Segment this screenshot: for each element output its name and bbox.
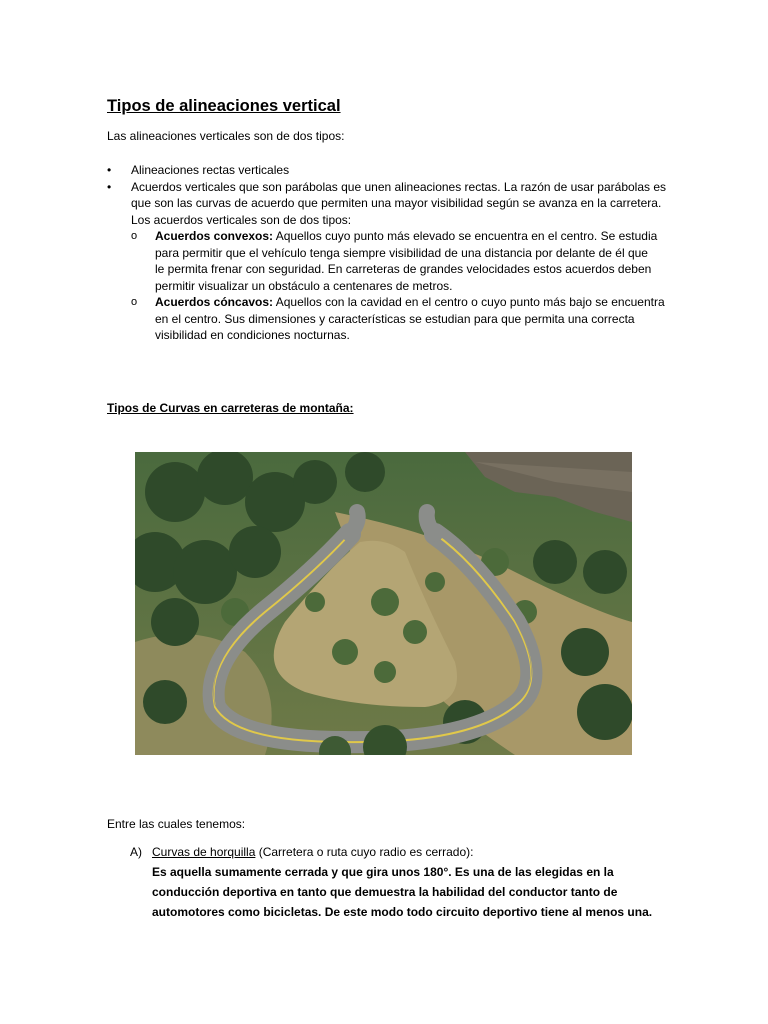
item-paren: (Carretera o ruta cuyo radio es cerrado): — [255, 845, 474, 859]
intro-paragraph: Las alineaciones verticales son de dos tipos: — [107, 129, 345, 143]
bullet-text: Alineaciones rectas verticales — [131, 163, 290, 177]
sub-item-first-line — [155, 228, 667, 245]
sub-item-convexos — [131, 228, 667, 294]
bullet-line: que son las curvas de acuerdo que permiten una mayor visibilidad según se avanza en la carretera. — [131, 196, 662, 210]
item-body-line: conducción deportiva en tanto que demuestra la habilidad del conductor tanto de — [152, 885, 618, 899]
term-horquilla: Curvas de horquilla — [152, 845, 256, 859]
sub-line: visibilidad en condiciones nocturnas. — [155, 328, 350, 342]
item-heading — [152, 842, 473, 862]
term-concavos: Acuerdos cóncavos: — [155, 295, 274, 309]
sub-item-concavos — [131, 294, 667, 344]
item-body — [152, 862, 662, 922]
bullet-line: Los acuerdos verticales son de dos tipos: — [131, 212, 352, 227]
sub-line: permitir visualizar un obstáculo a centenares de metros. — [155, 278, 453, 293]
bullet-item-rectas — [107, 162, 667, 179]
item-label: A) — [130, 845, 142, 859]
sub-text: Aquellos cuyo punto más elevado se encuentra en el centro. Se estudia — [273, 229, 658, 243]
page-title: Tipos de alineaciones vertical — [107, 97, 341, 115]
sub-line: para permitir que el vehículo tenga siempre visibilidad de una distancia por delante de él que — [155, 245, 648, 260]
item-body-line: automotores como bicicletas. De este modo todo circuito deportivo tiene al menos una. — [152, 905, 653, 919]
bullet-list — [107, 162, 667, 344]
sub-line: en el centro. Sus dimensiones y características se estudian para que permita una correcta — [155, 311, 635, 326]
term-convexos: Acuerdos convexos: — [155, 229, 274, 243]
entre-paragraph: Entre las cuales tenemos: — [107, 817, 246, 831]
sub-item-first-line — [155, 294, 667, 311]
sub-line: le permita frenar con seguridad. En carreteras de grandes velocidades estos acuerdos deben — [155, 262, 652, 276]
sub-list — [131, 228, 667, 344]
bullet-item-acuerdos — [107, 179, 667, 344]
sub-text: Aquellos con la cavidad en el centro o cuyo punto más bajo se encuentra — [273, 295, 665, 309]
hairpin-road-photo — [135, 452, 632, 755]
item-body-line: Es aquella sumamente cerrada y que gira unos 180°. Es una de las elegidas en la — [152, 865, 614, 879]
bullet-line: • Acuerdos verticales que son parábolas que unen alineaciones rectas. La razón de usar parábolas es — [131, 179, 667, 194]
section-heading-curvas: Tipos de Curvas en carreteras de montaña: — [107, 401, 354, 415]
